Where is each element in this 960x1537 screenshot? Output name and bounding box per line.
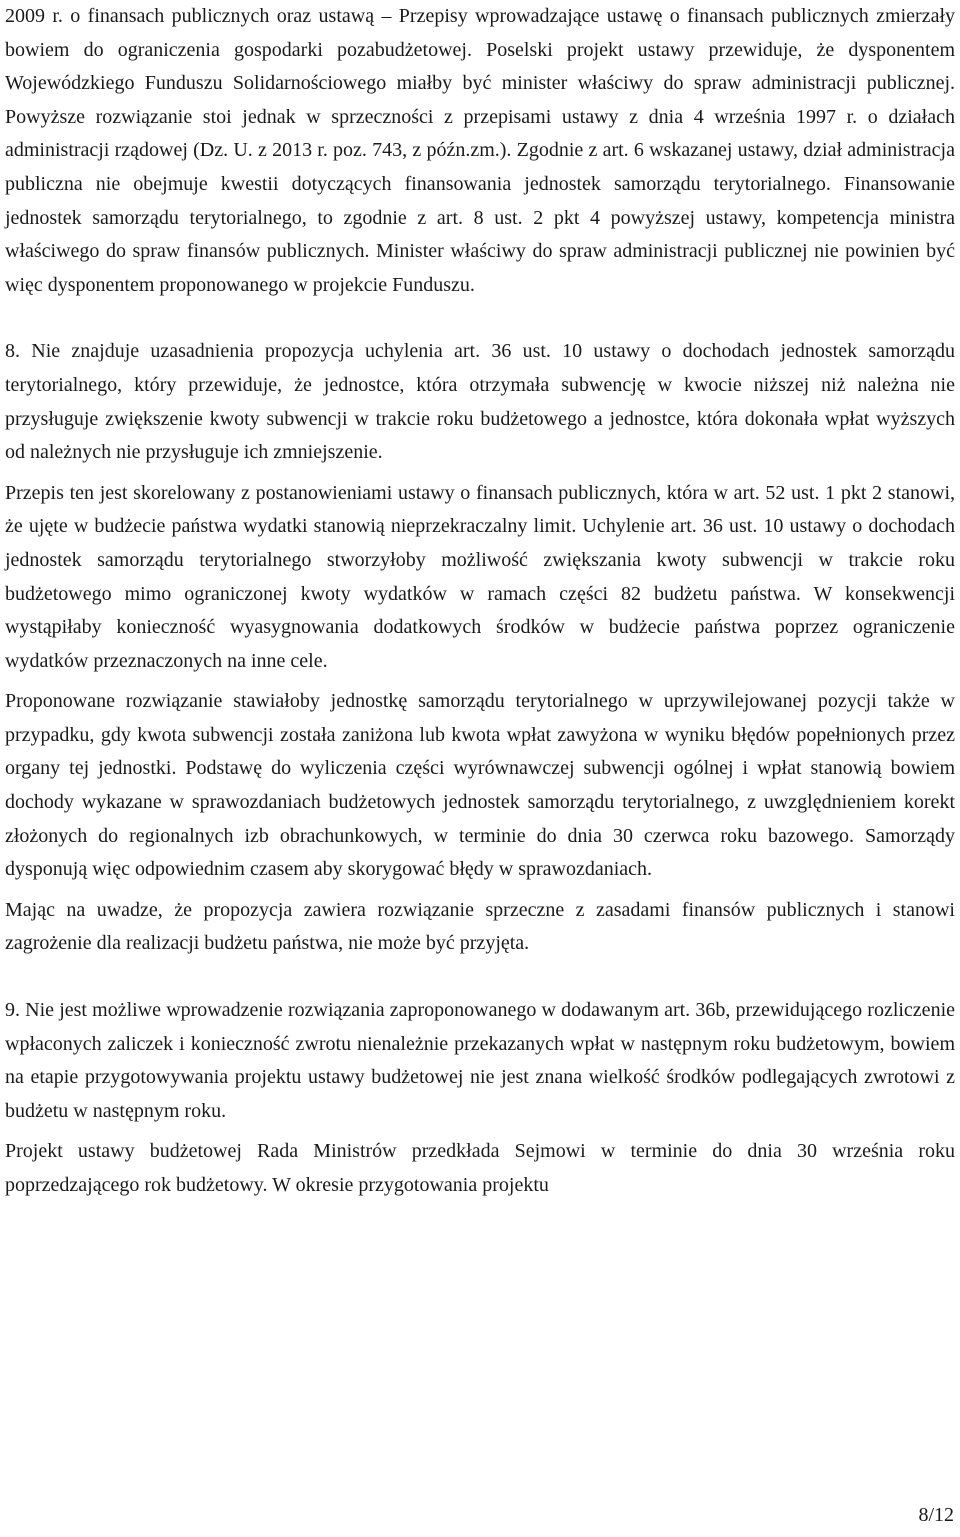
paragraph-fundusz-dysponent: 2009 r. o finansach publicznych oraz ustawą – Przepisy wprowadzające ustawę o finansach publicznych zmierzały bowiem do ograniczenia gospodarki pozabudżetowej. Poselski projekt ustawy przewiduje, że dysponentem Wojewódzkiego Funduszu Solidarnościowego miałby być minister właściwy do spraw administracji publicznej. Powyższe rozwiązanie stoi jednak w sprzeczności z przepisami ustawy z dnia 4 września 1997 r. o działach administracji rządowej (Dz. U. z 2013 r. poz. 743, z późn.zm.). Zgodnie z art. 6 wskazanej ustawy, dział administracja publiczna nie obejmuje kwestii dotyczących finansowania jednostek samorządu terytorialnego. Finansowanie jednostek samorządu terytorialnego, to zgodnie z art. 8 ust. 2 pkt 4 powyższej ustawy, kompetencja ministra właściwego do spraw finansów publicznych. Minister właściwy do spraw administracji publicznej nie powinien być więc dysponentem proponowanego w projekcie Funduszu.	[5, 5, 955, 296]
paragraph-proponowane-rozwiazanie: Proponowane rozwiązanie stawiałoby jednostkę samorządu terytorialnego w uprzywilejowanej pozycji także w przypadku, gdy kwota subwencji została zaniżona lub kwota wpłat zawyżona w wyniku błędów popełnionych przez organy tej jednostki. Podstawę do wyliczenia części wyrównawczej subwencji ogólnej i wpłat stanowią bowiem dochody wykazane w sprawozdaniach budżetowych jednostek samorządu terytorialnego, z uwzględnieniem korekt złożonych do regionalnych izb obrachunkowych, w terminie do dnia 30 czerwca roku bazowego. Samorządy dysponują więc odpowiednim czasem aby skorygować błędy w sprawozdaniach.	[5, 690, 955, 881]
paragraph-conclusion-8: Mając na uwadze, że propozycja zawiera rozwiązanie sprzeczne z zasadami finansów publicznych i stanowi zagrożenie dla realizacji budżetu państwa, nie może być przyjęta.	[5, 898, 955, 955]
page-number: 8/12	[918, 1504, 954, 1526]
paragraph-point-8: 8. Nie znajduje uzasadnienia propozycja uchylenia art. 36 ust. 10 ustawy o dochodach jednostek samorządu terytorialnego, który przewiduje, że jednostce, która otrzymała subwencję w kwocie niższej niż należna nie przysługuje zwiększenie kwoty subwencji w trakcie roku budżetowego a jednostce, która dokonała wpłat wyższych od należnych nie przysługuje ich zmniejszenie.	[5, 340, 955, 464]
document-page	[5, 0, 955, 1537]
paragraph-projekt-ustawy: Projekt ustawy budżetowej Rada Ministrów przedkłada Sejmowi w terminie do dnia 30 września roku poprzedzającego rok budżetowy. W okresie przygotowania projektu	[5, 1140, 955, 1196]
paragraph-przepis-skorelowany: Przepis ten jest skorelowany z postanowieniami ustawy o finansach publicznych, która w art. 52 ust. 1 pkt 2 stanowi, że ujęte w budżecie państwa wydatki stanowią nieprzekraczalny limit. Uchylenie art. 36 ust. 10 ustawy o dochodach jednostek samorządu terytorialnego stworzyłoby możliwość zwiększania kwoty subwencji w trakcie roku budżetowego mimo ograniczonej kwoty wydatków w ramach części 82 budżetu państwa. W konsekwencji wystąpiłaby konieczność wyasygnowania dodatkowych środków w budżecie państwa poprzez ograniczenie wydatków przeznaczonych na inne cele.	[5, 481, 955, 672]
paragraph-point-9: 9. Nie jest możliwe wprowadzenie rozwiązania zaproponowanego w dodawanym art. 36b, przewidującego rozliczenie wpłaconych zaliczek i konieczność zwrotu nienależnie przekazanych wpłat w następnym roku budżetowym, bowiem na etapie przygotowywania projektu ustawy budżetowej nie jest znana wielkość środków podlegających zwrotowi z budżetu w następnym roku.	[5, 999, 955, 1122]
